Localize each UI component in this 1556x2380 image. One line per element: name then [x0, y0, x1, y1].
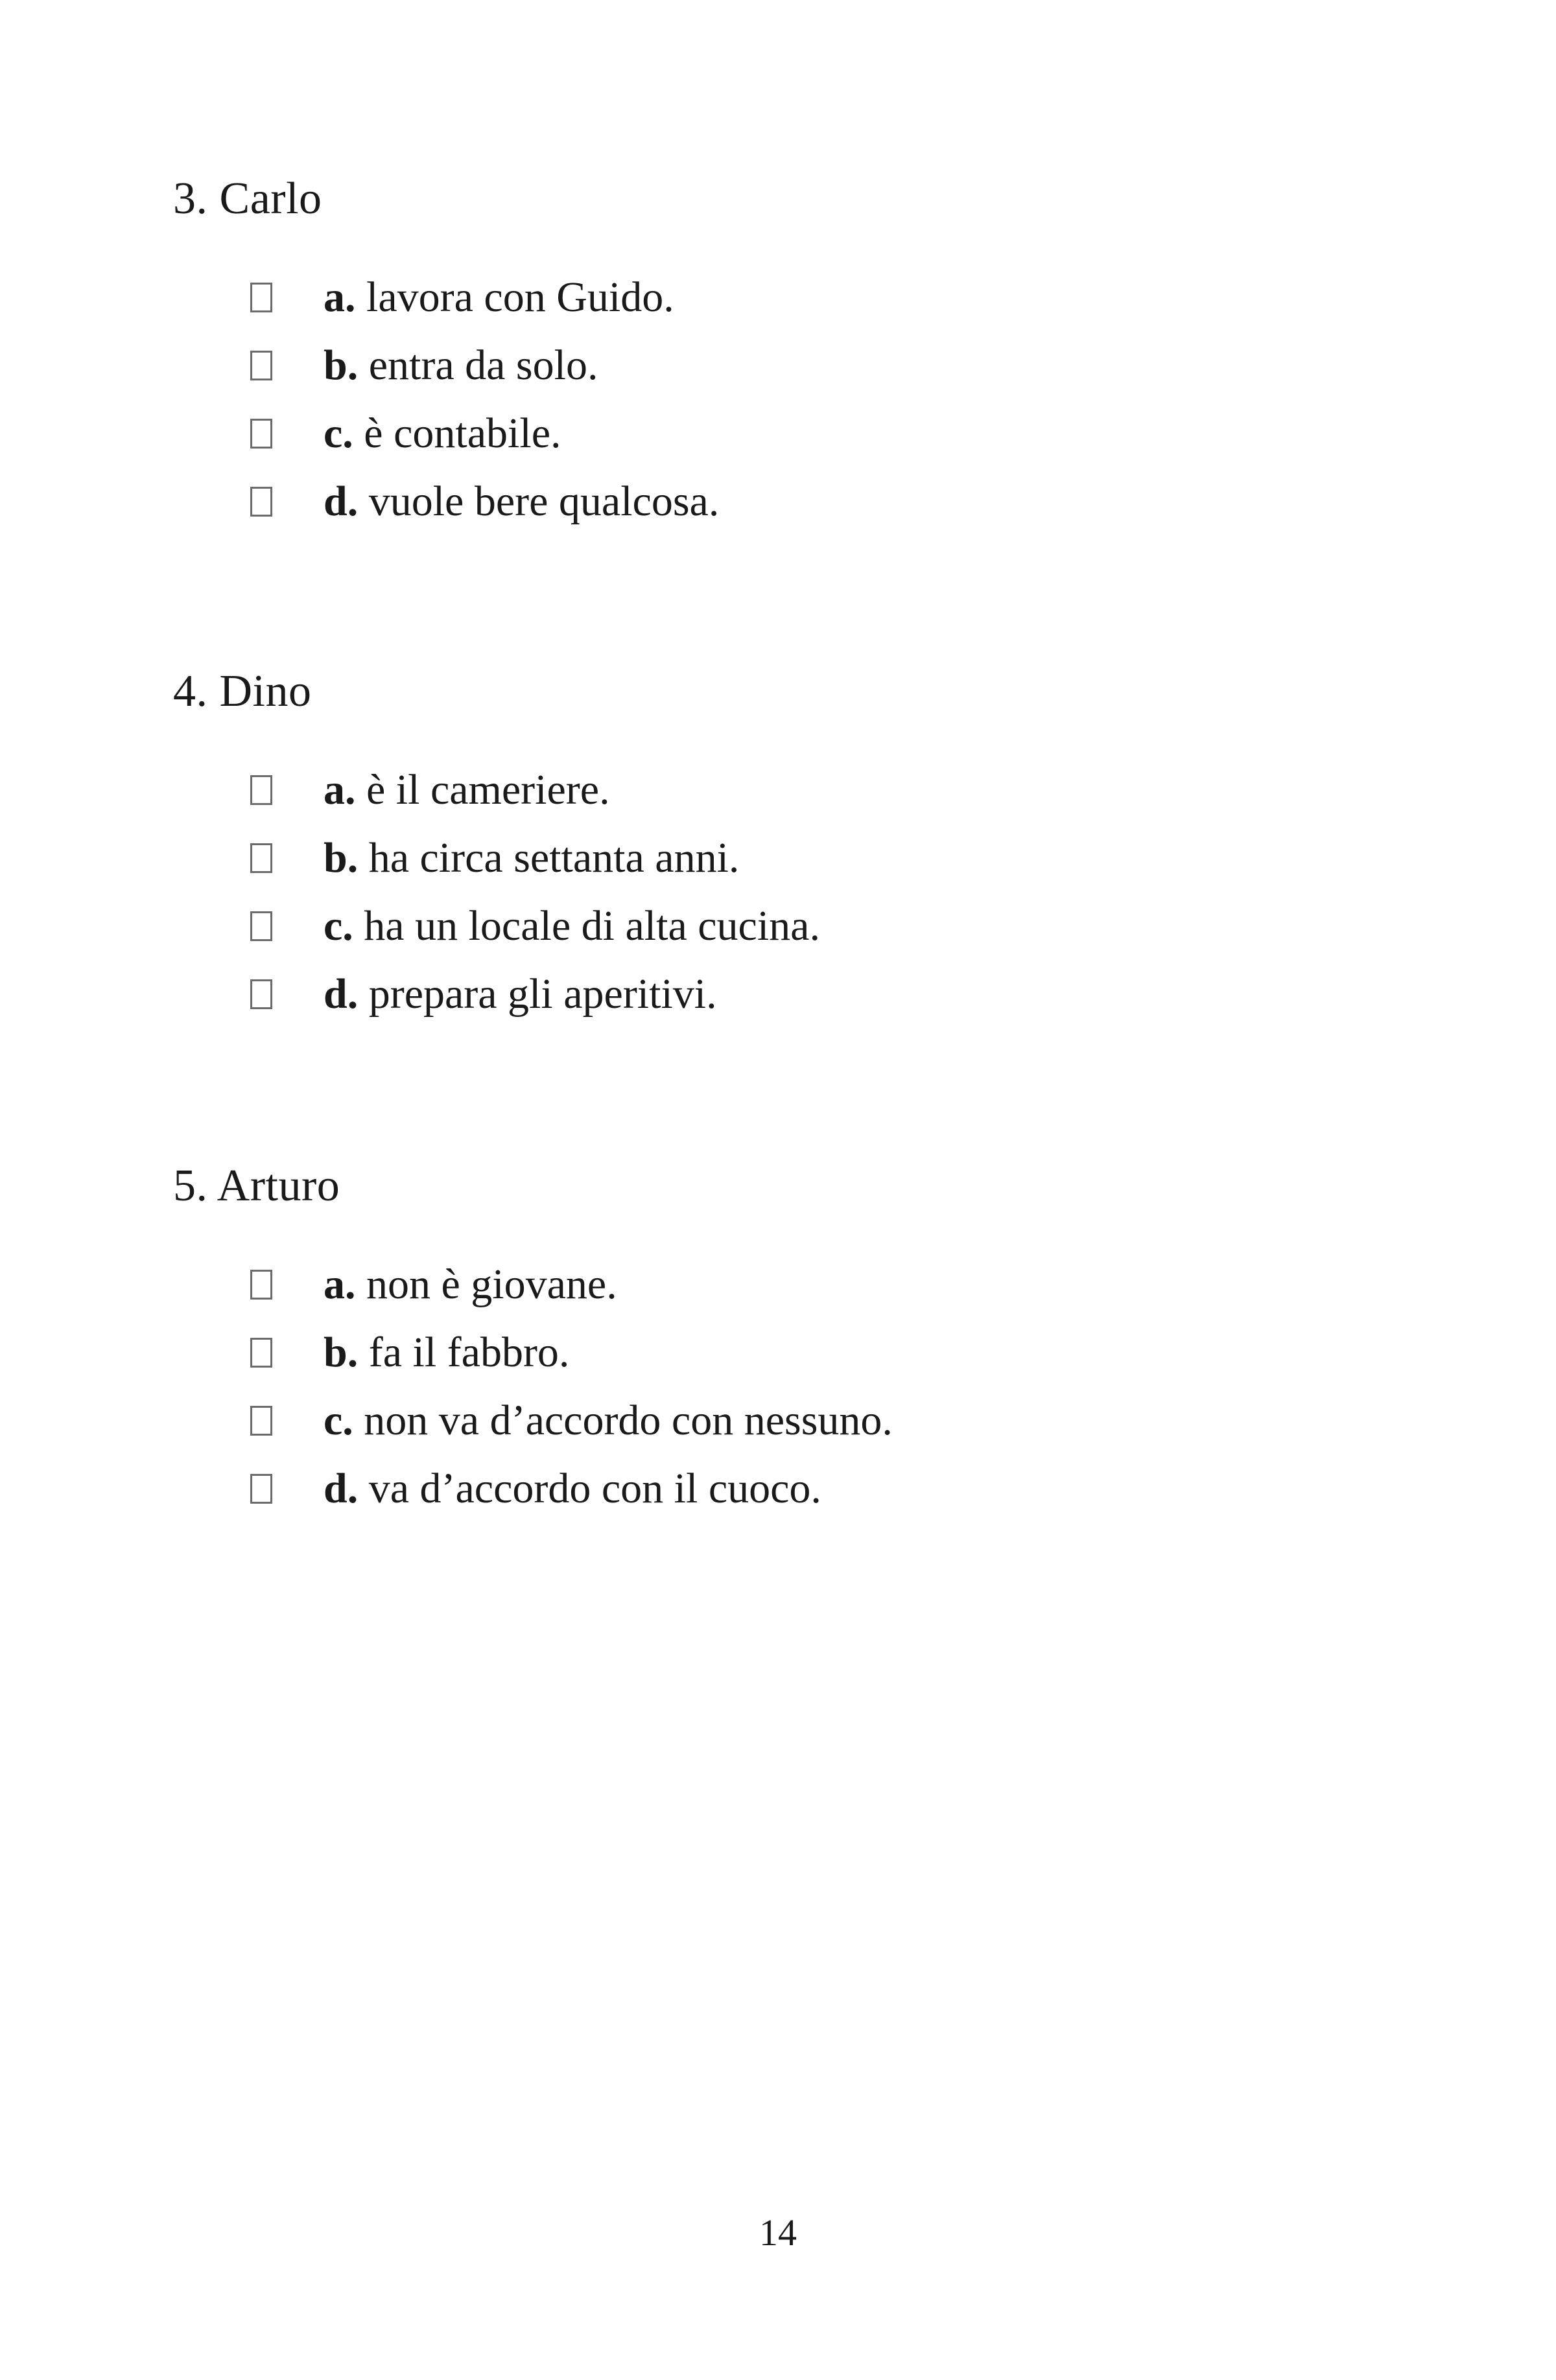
option-letter: b. — [324, 1329, 359, 1376]
option-b[interactable] — [173, 828, 1405, 896]
option-label: è il cameriere. — [355, 766, 610, 813]
question-title: 4. Dino — [173, 666, 312, 716]
option-text — [324, 964, 717, 1025]
option-c[interactable] — [173, 1390, 1405, 1458]
option-a[interactable] — [173, 760, 1405, 828]
option-label: non va d’accordo con nessuno. — [353, 1397, 893, 1444]
option-label: lavora con Guido. — [355, 274, 674, 321]
checkbox[interactable] — [250, 487, 272, 517]
option-label: entra da solo. — [358, 342, 598, 389]
option-letter: b. — [324, 342, 359, 389]
question-title: 5. Arturo — [173, 1161, 340, 1211]
option-letter: d. — [324, 478, 359, 525]
option-d[interactable] — [173, 1458, 1405, 1526]
checkbox[interactable] — [250, 1338, 272, 1368]
option-c[interactable] — [173, 403, 1405, 471]
option-text — [324, 1458, 821, 1519]
option-d[interactable] — [173, 471, 1405, 539]
option-text — [324, 403, 561, 464]
checkbox[interactable] — [250, 911, 272, 941]
option-label: fa il fabbro. — [358, 1329, 570, 1376]
option-text — [324, 1390, 893, 1451]
checkbox[interactable] — [250, 1474, 272, 1504]
checkbox[interactable] — [250, 775, 272, 805]
question-title: 3. Carlo — [173, 174, 322, 224]
checkbox[interactable] — [250, 1270, 272, 1300]
option-label: ha circa settanta anni. — [358, 834, 740, 881]
question-5 — [173, 1157, 1405, 1526]
option-c[interactable] — [173, 896, 1405, 964]
option-letter: c. — [324, 410, 353, 457]
option-a[interactable] — [173, 1254, 1405, 1322]
checkbox[interactable] — [250, 979, 272, 1009]
options-list — [173, 760, 1405, 1032]
option-label: è contabile. — [353, 410, 561, 457]
option-label: vuole bere qualcosa. — [358, 478, 720, 525]
option-text — [324, 896, 820, 957]
checkbox[interactable] — [250, 843, 272, 873]
option-letter: d. — [324, 1465, 359, 1512]
option-letter: a. — [324, 274, 356, 321]
option-label: va d’accordo con il cuoco. — [358, 1465, 821, 1512]
option-text — [324, 760, 610, 821]
option-text — [324, 828, 739, 889]
option-label: prepara gli aperitivi. — [358, 970, 717, 1018]
option-b[interactable] — [173, 335, 1405, 403]
question-3 — [173, 170, 1405, 539]
option-b[interactable] — [173, 1322, 1405, 1390]
option-letter: d. — [324, 970, 359, 1018]
option-letter: c. — [324, 902, 353, 950]
option-letter: c. — [324, 1397, 353, 1444]
option-text — [324, 267, 674, 328]
option-letter: a. — [324, 1261, 356, 1308]
option-a[interactable] — [173, 267, 1405, 335]
question-4 — [173, 662, 1405, 1032]
checkbox[interactable] — [250, 419, 272, 449]
option-label: non è giovane. — [355, 1261, 617, 1308]
options-list — [173, 267, 1405, 539]
option-letter: b. — [324, 834, 359, 881]
option-d[interactable] — [173, 964, 1405, 1032]
option-text — [324, 1322, 569, 1383]
page-number: 14 — [759, 2211, 797, 2254]
checkbox[interactable] — [250, 351, 272, 380]
option-label: ha un locale di alta cucina. — [353, 902, 820, 950]
option-text — [324, 1254, 617, 1315]
options-list — [173, 1254, 1405, 1526]
option-text — [324, 335, 598, 396]
option-letter: a. — [324, 766, 356, 813]
option-text — [324, 471, 719, 532]
checkbox[interactable] — [250, 283, 272, 312]
checkbox[interactable] — [250, 1406, 272, 1436]
